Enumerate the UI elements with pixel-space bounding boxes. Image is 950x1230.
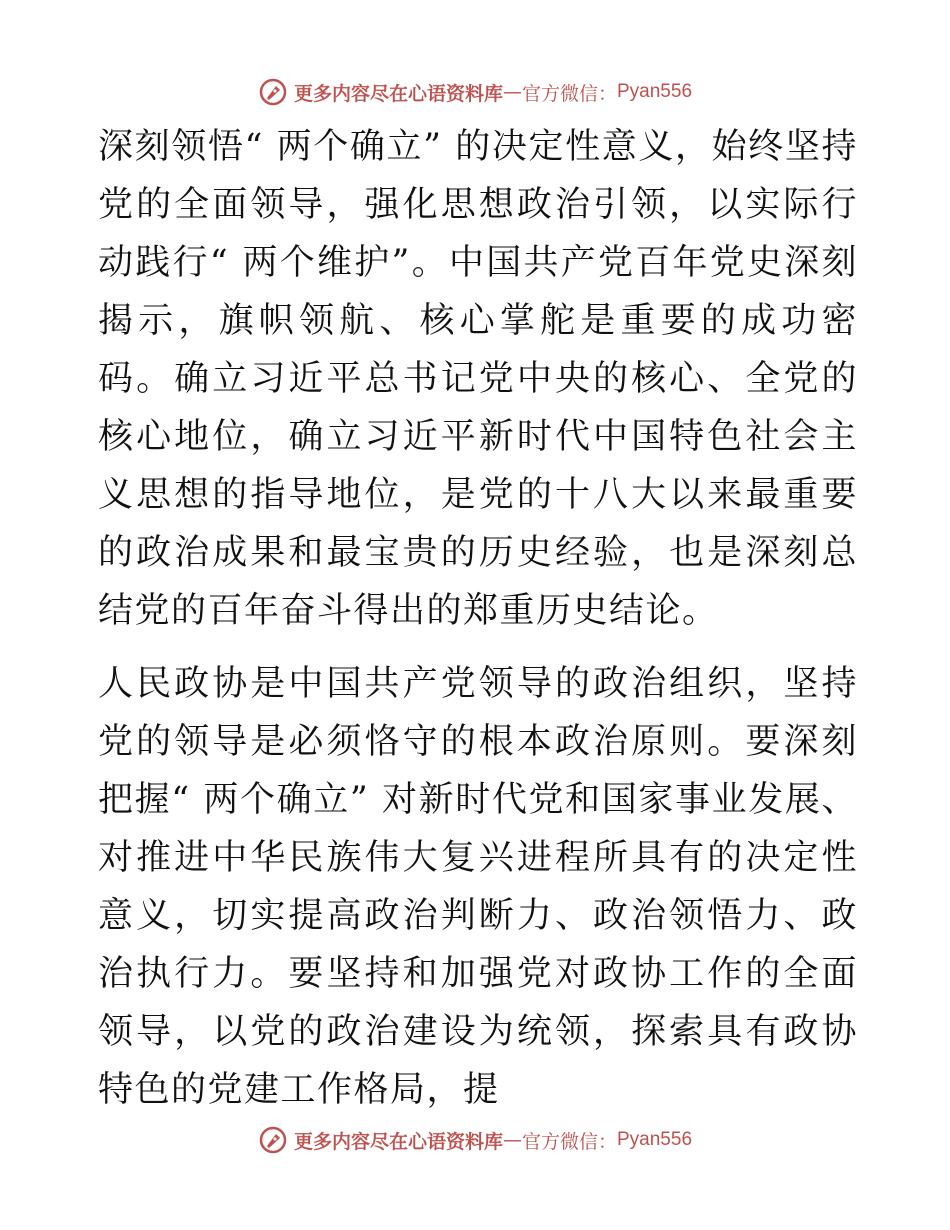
pen-nib-logo-icon	[258, 1125, 288, 1155]
banner-wechat-label: 官方微信：	[521, 82, 617, 105]
paragraph-1: 深刻领悟“ 两个确立” 的决定性意义，始终坚持党的全面领导，强化思想政治引领，以实际行动践行“ 两个维护”。中国共产党百年党史深刻揭示，旗帜领航、核心掌舵是重要的成功密码。确立习近平总书记党中央的核心、全党的核心地位，确立习近平新时代中国特色社会主义思想的指导地位，是党的十八大以来最重要的政治成果和最宝贵的历史经验，也是深刻总结党的百年奋斗得出的郑重历史结论。	[98, 127, 858, 631]
footer-banner	[0, 1120, 950, 1160]
banner-wechat-label: 官方微信：	[521, 1130, 617, 1153]
banner-brand-text: 更多内容尽在心语资料库	[293, 82, 503, 105]
banner-brand-text: 更多内容尽在心语资料库	[293, 1130, 503, 1153]
header-banner	[0, 72, 950, 112]
document-body	[98, 118, 858, 1119]
banner-separator: —	[502, 1129, 522, 1151]
banner-wechat-id: Pyan556	[617, 81, 693, 102]
paragraph-2: 人民政协是中国共产党领导的政治组织，坚持党的领导是必须恪守的根本政治原则。要深刻把握“ 两个确立” 对新时代党和国家事业发展、对推进中华民族伟大复兴进程所具有的决定性意义，切实提高政治判断力、政治领悟力、政治执行力。要坚持和加强党对政协工作的全面领导，以党的政治建设为统领，探索具有政协特色的党建工作格局，提	[98, 664, 858, 1110]
banner-separator: —	[502, 81, 522, 103]
pen-nib-logo-icon	[258, 77, 288, 107]
banner-wechat-id: Pyan556	[617, 1129, 693, 1150]
